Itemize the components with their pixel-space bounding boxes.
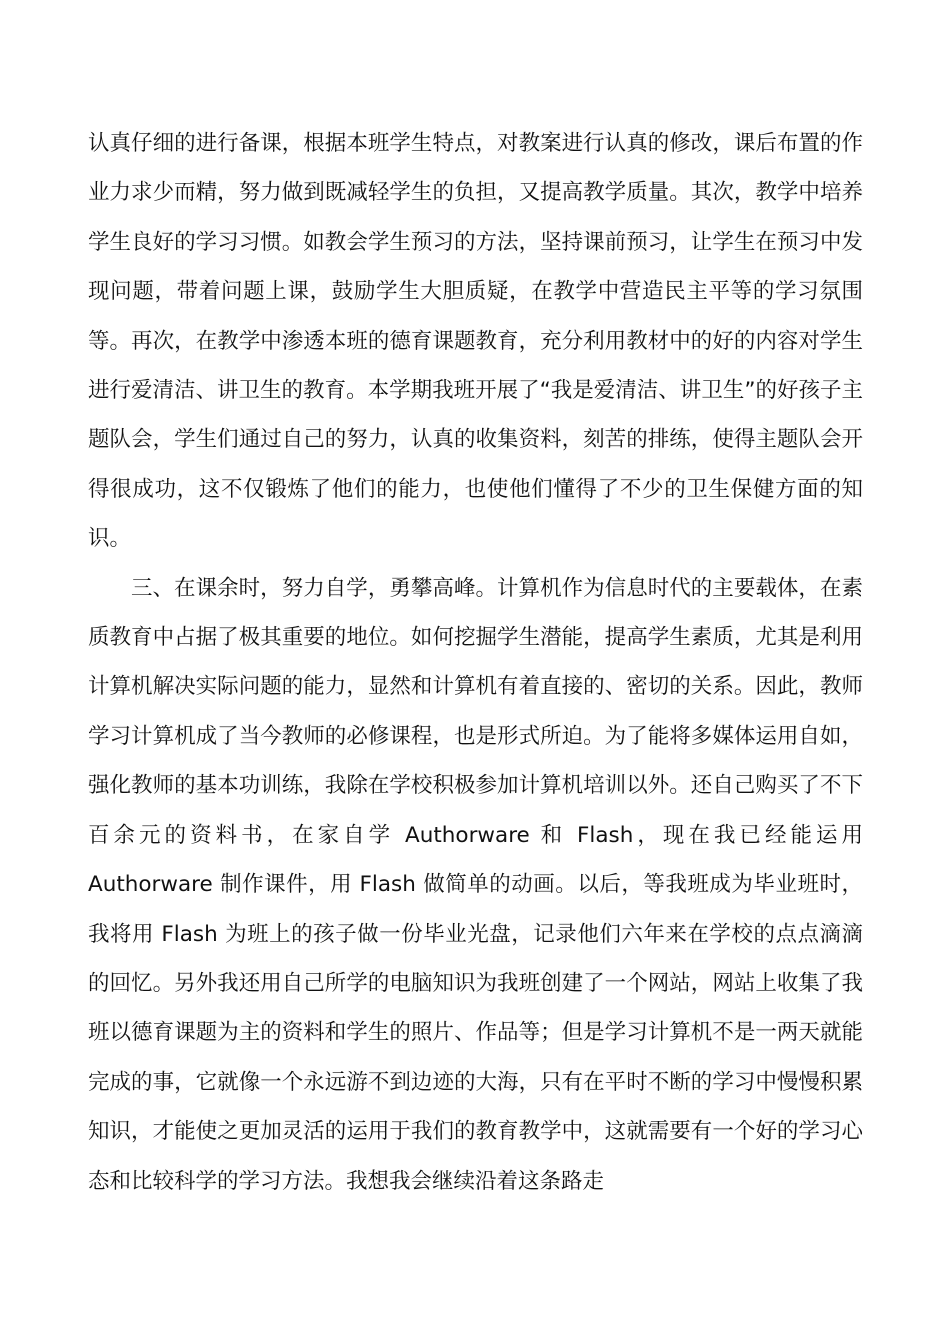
paragraph-computer-self-study: 三、在课余时，努力自学，勇攀高峰。计算机作为信息时代的主要载体，在素质教育中占据了极其重要的地位。如何挖掘学生潜能，提高学生素质，尤其是利用计算机解决实际问题的能力，显然和计算机有着直接的、密切的关系。因此，教师学习计算机成了当今教师的必修课程，也是形式所迫。为了能将多媒体运用自如，强化教师的基本功训练，我除在学校积极参加计算机培训以外。还自己购买了不下百余元的资料书，在家自学 Authorware 和 Flash，现在我已经能运用 Authorware 制作课件，用 Flash 做简单的动画。以后，等我班成为毕业班时，我将用 Flash 为班上的孩子做一份毕业光盘，记录他们六年来在学校的点点滴滴的回忆。另外我还用自己所学的电脑知识为我班创建了一个网站，网站上收集了我班以德育课题为主的资料和学生的照片、作品等；但是学习计算机不是一两天就能完成的事，它就像一个永远游不到边迹的大海，只有在平时不断的学习中慢慢积累知识，才能使之更加灵活的运用于我们的教育教学中，这就需要有一个好的学习心态和比较科学的学习方法。我想我会继续沿着这条路走: [88, 575, 863, 1194]
paragraph-lesson-preparation: 认真仔细的进行备课，根据本班学生特点，对教案进行认真的修改，课后布置的作业力求少而精，努力做到既减轻学生的负担，又提高教学质量。其次，教学中培养学生良好的学习习惯。如教会学生预习的方法，坚持课前预习，让学生在预习中发现问题，带着问题上课，鼓励学生大胆质疑，在教学中营造民主平等的学习氛围等。再次，在教学中渗透本班的德育课题教育，充分利用教材中的好的内容对学生进行爱清洁、讲卫生的教育。本学期我班开展了“我是爱清洁、讲卫生”的好孩子主题队会，学生们通过自己的努力，认真的收集资料，刻苦的排练，使得主题队会开得很成功，这不仅锻炼了他们的能力，也使他们懂得了不少的卫生保健方面的知识。: [88, 131, 863, 552]
document-body: [88, 119, 863, 1206]
